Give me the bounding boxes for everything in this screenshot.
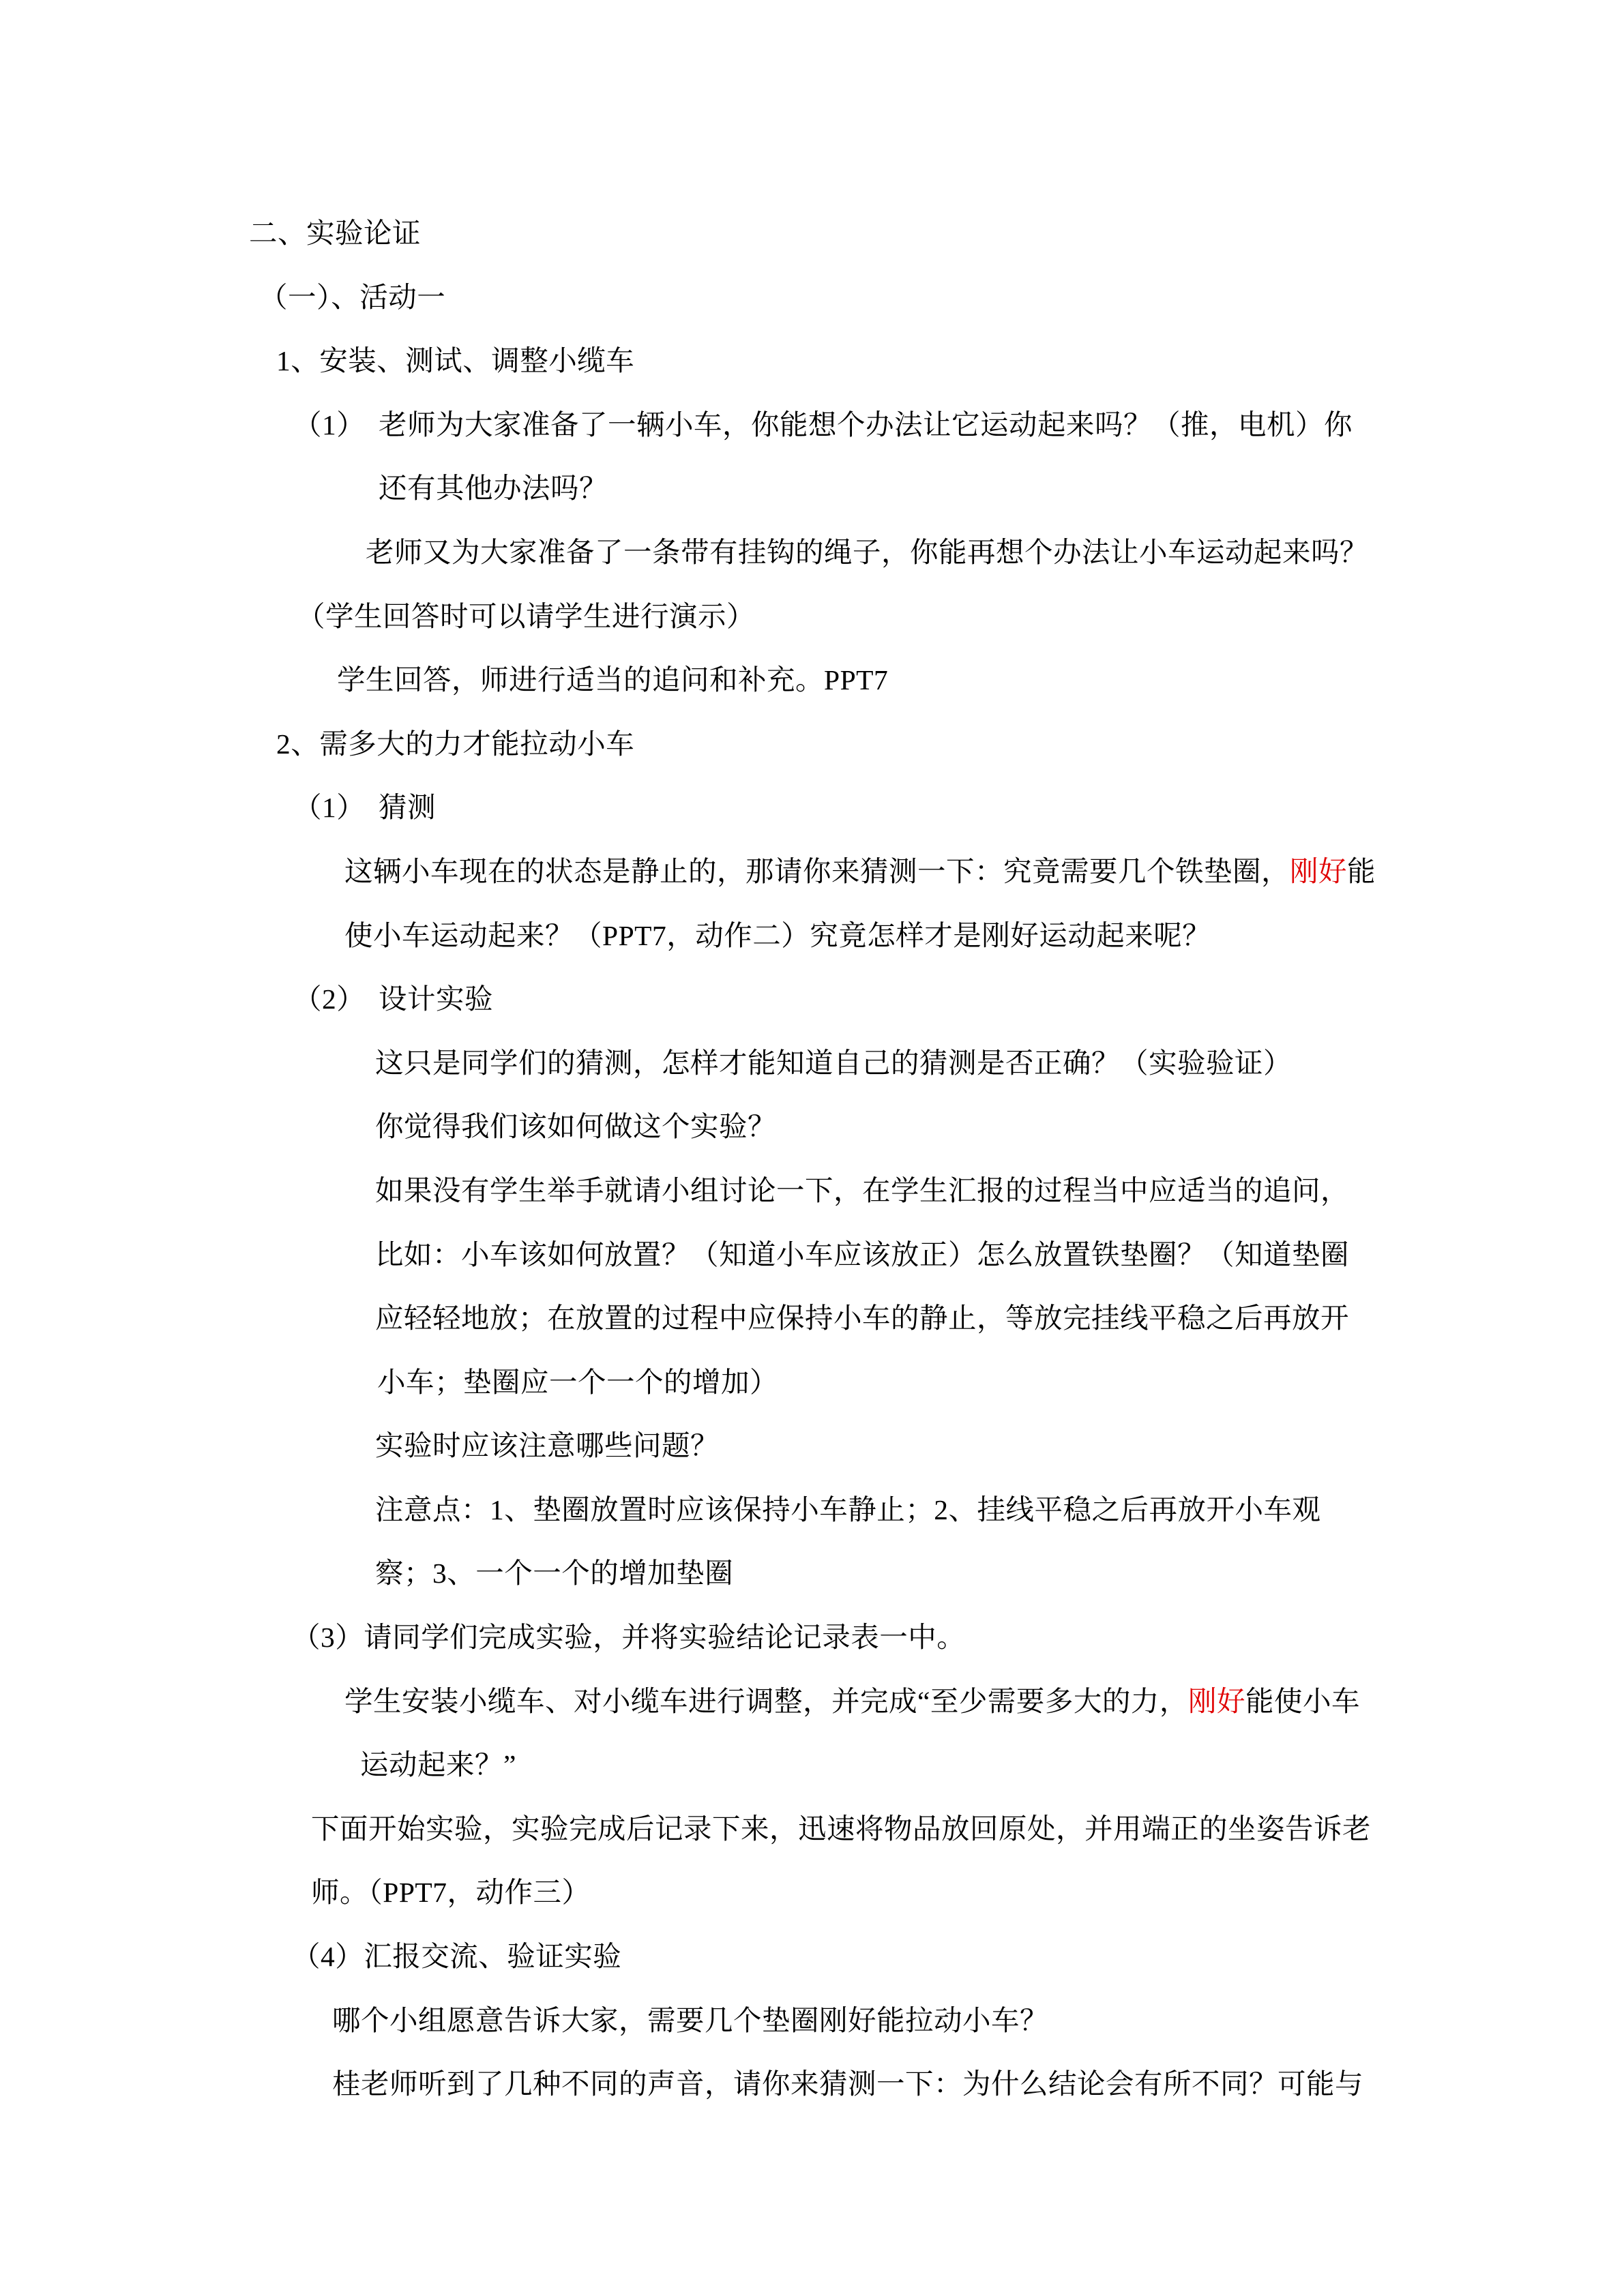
text-line: [0, 1606, 1624, 1670]
text-line: [0, 1861, 1624, 1925]
text-line: [0, 329, 1624, 393]
text-run: （1）: [293, 792, 366, 824]
text-run: （2）: [293, 983, 366, 1015]
text-run: （4）: [292, 1941, 364, 1973]
highlighted-text: 刚好: [1187, 1685, 1245, 1717]
text-run: 老师又为大家准备了一条带有挂钩的绳子，你能再想个办法让小车运动起来吗？: [366, 536, 1369, 568]
text-run: 使小车运动起来？（PPT7，动作二）究竟怎样才是刚好运动起来呢？: [344, 919, 1211, 951]
text-line: [0, 2053, 1624, 2117]
text-run: 还有其他办法吗？: [379, 473, 608, 505]
text-run: 比如：小车该如何放置？（知道小车应该放正）怎么放置铁垫圈？（知道垫圈: [375, 1238, 1350, 1270]
text-run: 师。（PPT7，动作三）: [311, 1877, 591, 1909]
text-line: [0, 521, 1624, 585]
text-run: （学生回答时可以请学生进行演示）: [297, 600, 756, 632]
text-line: [0, 1351, 1624, 1415]
text-line: [0, 904, 1624, 968]
text-run: 如果没有学生举手就请小组讨论一下，在学生汇报的过程当中应适当的追问，: [375, 1174, 1350, 1206]
text-line: [0, 1542, 1624, 1606]
text-run: 运动起来？”: [360, 1749, 516, 1781]
text-line: [0, 776, 1624, 840]
highlighted-text: 刚好: [1290, 855, 1348, 887]
text-line: [0, 1159, 1624, 1223]
text-line: [0, 202, 1624, 266]
text-run: 察；3、一个一个的增加垫圈: [375, 1557, 734, 1590]
text-run: 请同学们完成实验，并将实验结论记录表一中。: [364, 1622, 966, 1654]
text-line: [0, 1095, 1624, 1159]
text-run: 应轻轻地放；在放置的过程中应保持小车的静止，等放完挂线平稳之后再放开: [375, 1302, 1350, 1335]
text-run: 你觉得我们该如何做这个实验？: [375, 1111, 777, 1143]
text-run: 小车；垫圈应一个一个的增加）: [377, 1366, 779, 1398]
text-run: 设计实验: [379, 983, 494, 1015]
text-line: [0, 968, 1624, 1032]
text-line: [0, 1798, 1624, 1862]
text-line: [0, 1032, 1624, 1096]
text-run: 这辆小车现在的状态是静止的，那请你来猜测一下：究竟需要几个铁垫圈，: [344, 855, 1290, 887]
text-run: 哪个小组愿意告诉大家，需要几个垫圈刚好能拉动小车？: [332, 2004, 1049, 2036]
text-line: [0, 585, 1624, 649]
text-line: [0, 1287, 1624, 1351]
text-run: 能: [1347, 855, 1376, 887]
text-run: 学生安装小缆车、对小缆车进行调整，并完成“至少需要多大的力，: [344, 1685, 1188, 1717]
text-line: [0, 1733, 1624, 1798]
text-line: [0, 457, 1624, 521]
text-run: 桂老师听到了几种不同的声音，请你来猜测一下：为什么结论会有所不同？可能与: [332, 2068, 1364, 2100]
text-run: 注意点：1、垫圈放置时应该保持小车静止；2、挂线平稳之后再放开小车观: [375, 1493, 1321, 1525]
text-run: 1、安装、测试、调整小缆车: [276, 345, 635, 377]
text-run: 实验时应该注意哪些问题？: [375, 1430, 720, 1462]
text-line: [0, 840, 1624, 904]
text-run: 2、需多大的力才能拉动小车: [276, 728, 635, 760]
text-line: [0, 393, 1624, 458]
text-run: （1）: [293, 408, 366, 441]
text-line: [0, 1478, 1624, 1542]
text-run: 这只是同学们的猜测，怎样才能知道自己的猜测是否正确？（实验验证）: [375, 1047, 1293, 1079]
text-line: [0, 713, 1624, 777]
text-line: [0, 1223, 1624, 1287]
text-line: [0, 1670, 1624, 1734]
text-line: [0, 1414, 1624, 1478]
text-run: 老师为大家准备了一辆小车，你能想个办法让它运动起来吗？（推，电机）你: [379, 408, 1353, 441]
text-line: [0, 648, 1624, 713]
text-run: 学生回答，师进行适当的追问和补充。PPT7: [337, 664, 889, 696]
text-line: [0, 1925, 1624, 1989]
text-run: 能使小车: [1245, 1685, 1360, 1717]
text-run: （3）: [292, 1622, 364, 1654]
text-run: 猜测: [379, 792, 437, 824]
text-run: 二、实验论证: [249, 218, 422, 249]
text-line: [0, 1989, 1624, 2053]
text-run: （一）、活动一: [259, 281, 446, 313]
text-run: 汇报交流、验证实验: [364, 1941, 622, 1973]
text-run: 下面开始实验，实验完成后记录下来，迅速将物品放回原处，并用端正的坐姿告诉老: [311, 1813, 1372, 1845]
text-line: [0, 266, 1624, 330]
